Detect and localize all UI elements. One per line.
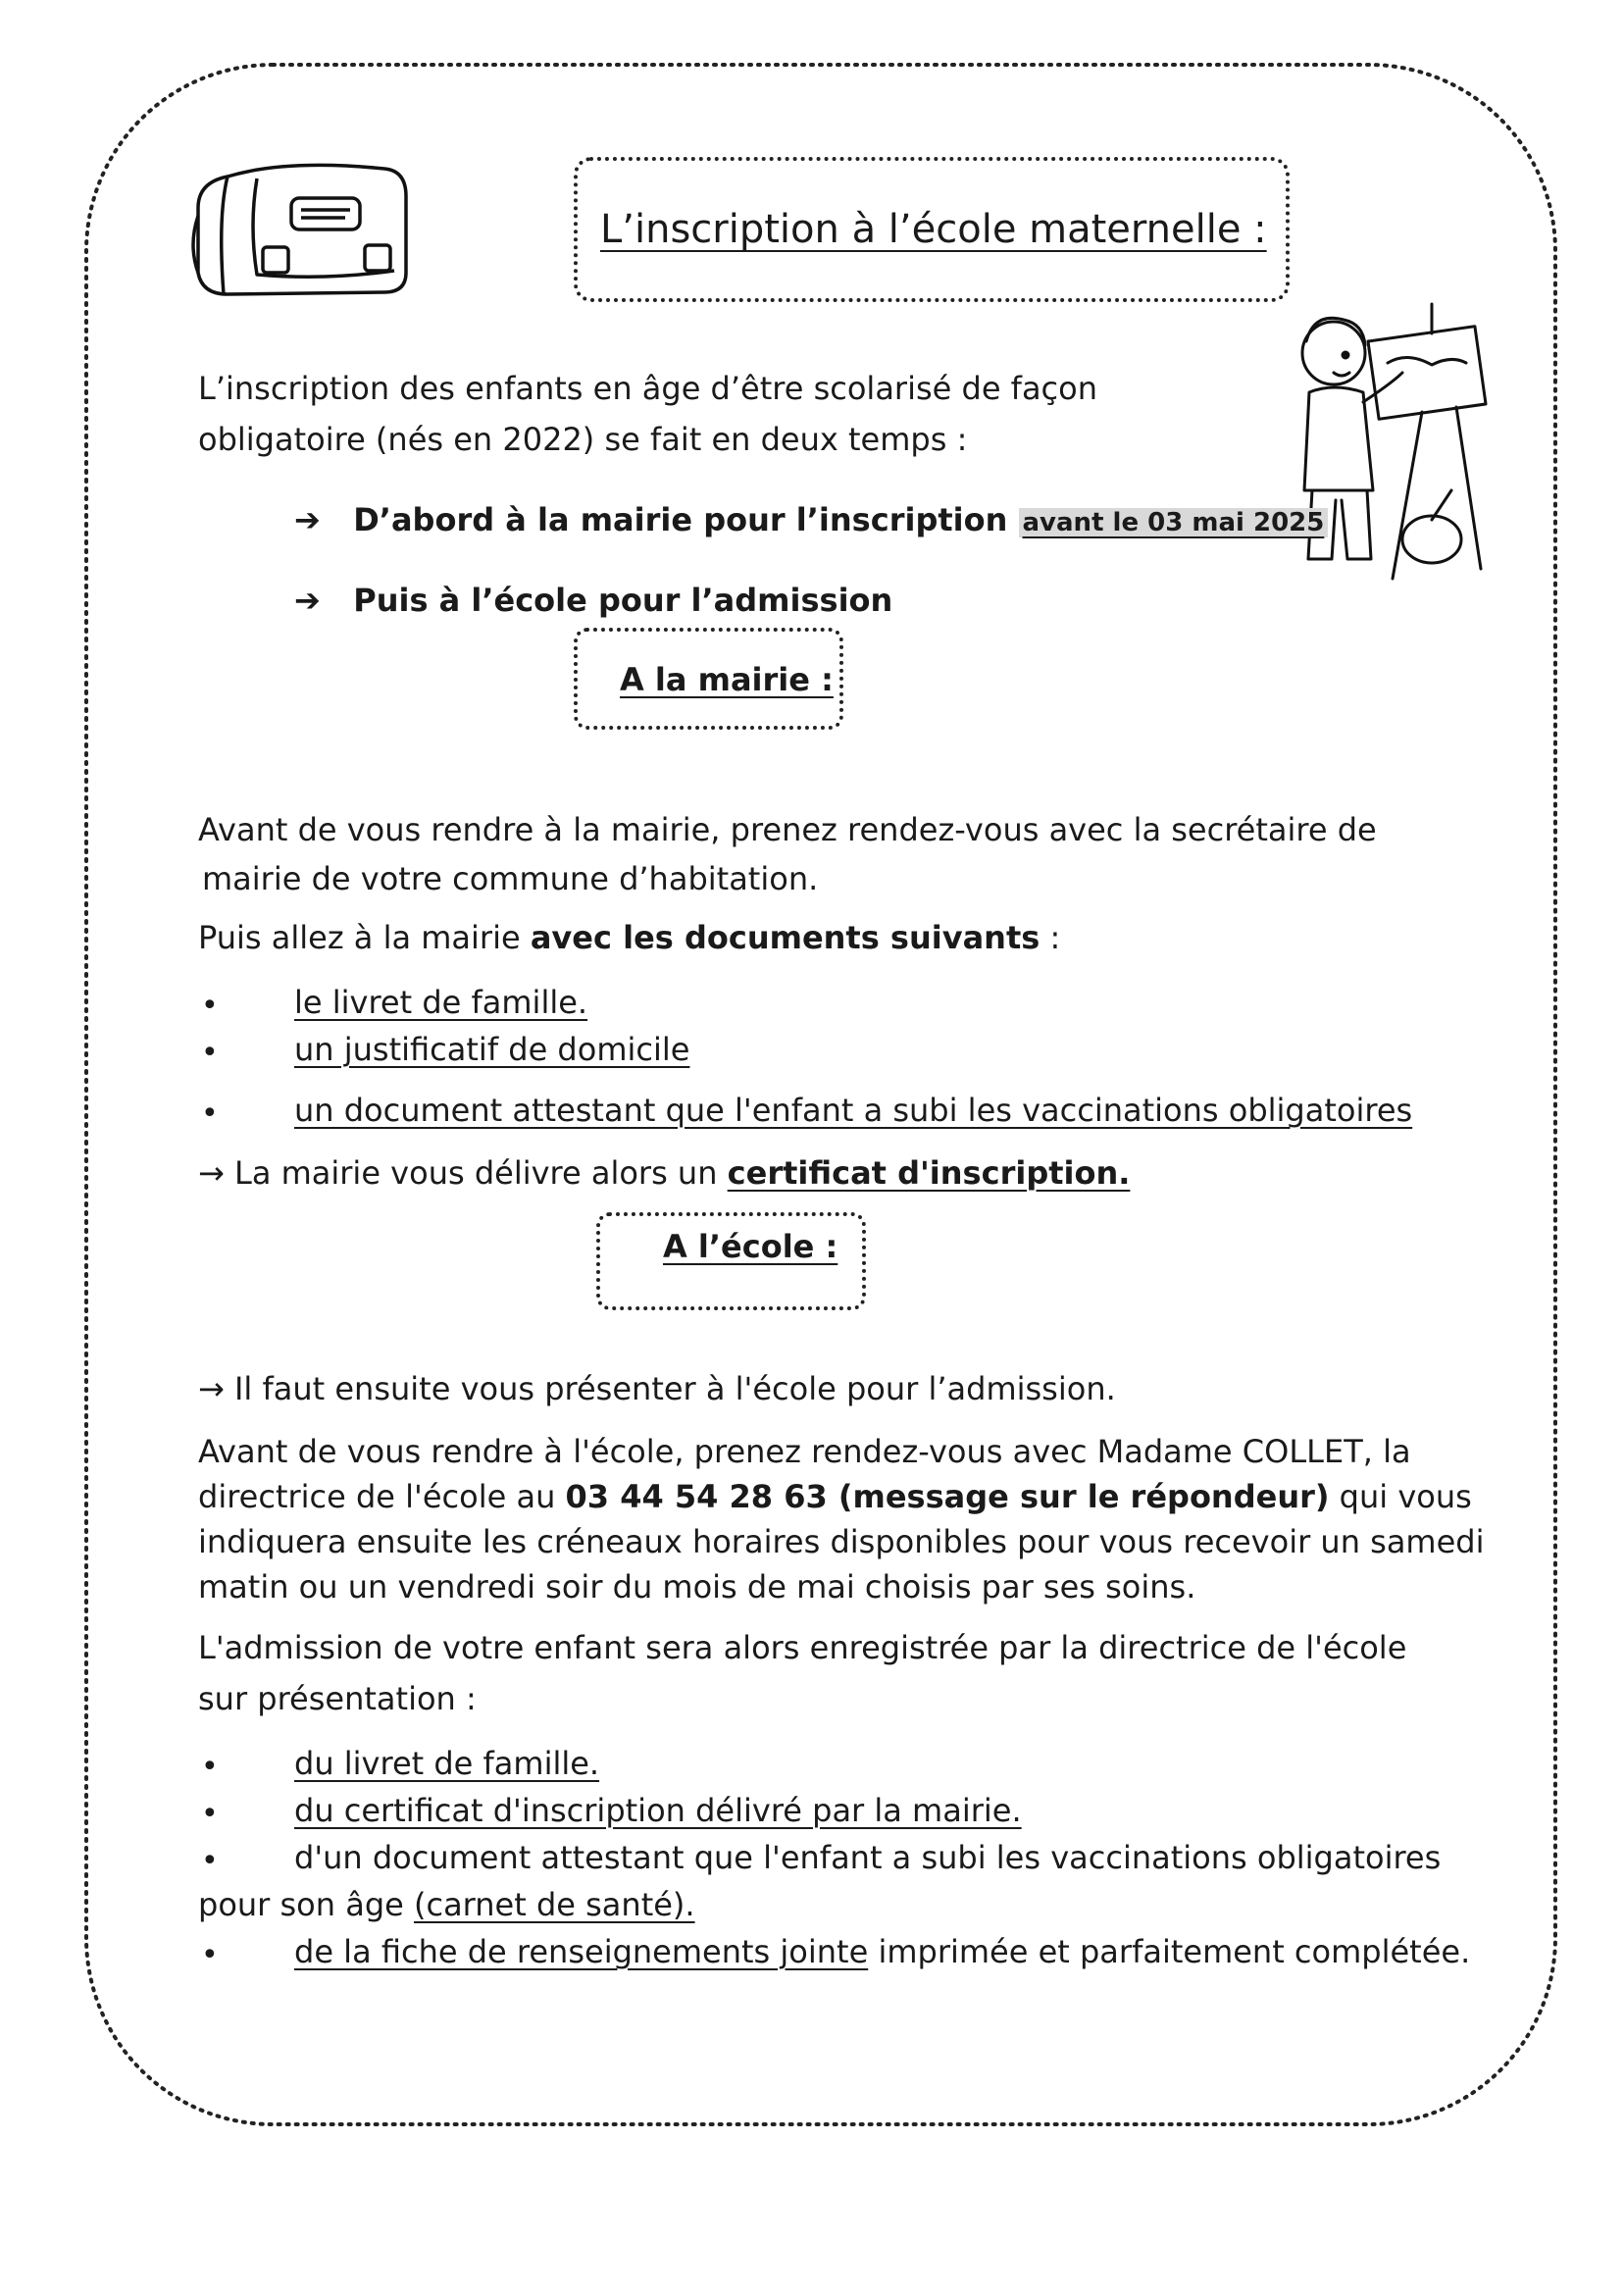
ecole-p3-line2: sur présentation : xyxy=(198,1680,477,1717)
bullet-icon: • xyxy=(201,1096,219,1131)
bullet-icon: • xyxy=(201,1844,219,1878)
arrow-right-icon: → xyxy=(198,1370,225,1407)
mairie-doc-2: un justificatif de domicile xyxy=(294,1031,690,1068)
ecole-doc-1: du livret de famille. xyxy=(294,1745,600,1782)
intro-line-1: L’inscription des enfants en âge d’être scolarisé de façon xyxy=(198,370,1097,407)
ecole-p2-line4: matin ou un vendredi soir du mois de mai choisis par ses soins. xyxy=(198,1568,1196,1606)
mairie-doc-1: le livret de famille. xyxy=(294,984,588,1021)
certificat-inscription: certificat d'inscription. xyxy=(727,1154,1131,1192)
page-title: L’inscription à l’école maternelle : xyxy=(600,207,1267,252)
ecole-p2-line1: Avant de vous rendre à l'école, prenez rendez-vous avec Madame COLLET, la xyxy=(198,1433,1411,1470)
mairie-p1-line1: Avant de vous rendre à la mairie, prenez rendez-vous avec la secrétaire de xyxy=(198,811,1377,848)
ecole-p2-line3: indiquera ensuite les créneaux horaires disponibles pour vous recevoir un samedi xyxy=(198,1523,1485,1560)
mairie-p1-line2: mairie de votre commune d’habitation. xyxy=(202,860,819,897)
mairie-p2: Puis allez à la mairie avec les documents suivants : xyxy=(198,919,1061,956)
arrow-right-icon: ➔ xyxy=(294,501,321,538)
ecole-doc-4: de la fiche de renseignements jointe imprimée et parfaitement complétée. xyxy=(294,1933,1471,1970)
ecole-heading: A l’école : xyxy=(663,1228,838,1265)
step-mairie xyxy=(294,496,1328,546)
fiche-renseignements: de la fiche de renseignements jointe xyxy=(294,1933,869,1970)
step-ecole-text: Puis à l’école pour l’admission xyxy=(353,582,893,619)
ecole-doc-3-line2: pour son âge (carnet de santé). xyxy=(198,1886,695,1923)
bullet-icon: • xyxy=(201,1797,219,1831)
step-mairie-text: D’abord à la mairie pour l’inscription xyxy=(353,501,1008,538)
mairie-doc-3: un document attestant que l'enfant a subi les vaccinations obligatoires xyxy=(294,1092,1413,1129)
mairie-heading: A la mairie : xyxy=(620,661,834,698)
deadline-highlight: avant le 03 mai 2025 xyxy=(1019,508,1329,537)
ecole-doc-2: du certificat d'inscription délivré par la mairie. xyxy=(294,1792,1022,1829)
ecole-p3-line1: L'admission de votre enfant sera alors enregistrée par la directrice de l'école xyxy=(198,1629,1407,1666)
arrow-right-icon: → xyxy=(198,1154,225,1192)
intro-line-2: obligatoire (nés en 2022) se fait en deux temps : xyxy=(198,421,968,458)
bullet-icon: • xyxy=(201,1036,219,1070)
step-ecole xyxy=(294,577,892,624)
bullet-icon: • xyxy=(201,1938,219,1972)
carnet-de-sante: (carnet de santé). xyxy=(413,1886,695,1923)
phone-number: 03 44 54 28 63 (message sur le répondeur) xyxy=(565,1478,1330,1515)
mairie-result: → La mairie vous délivre alors un certificat d'inscription. xyxy=(198,1154,1131,1192)
ecole-p2-line2: directrice de l'école au 03 44 54 28 63 (message sur le répondeur) qui vous xyxy=(198,1478,1472,1515)
bullet-icon: • xyxy=(201,1750,219,1784)
bullet-icon: • xyxy=(201,989,219,1023)
ecole-doc-3-line1: d'un document attestant que l'enfant a subi les vaccinations obligatoires xyxy=(294,1839,1442,1876)
ecole-p1: → Il faut ensuite vous présenter à l'école pour l’admission. xyxy=(198,1370,1116,1407)
schoolbag-illustration xyxy=(188,157,414,304)
arrow-right-icon: ➔ xyxy=(294,582,321,619)
